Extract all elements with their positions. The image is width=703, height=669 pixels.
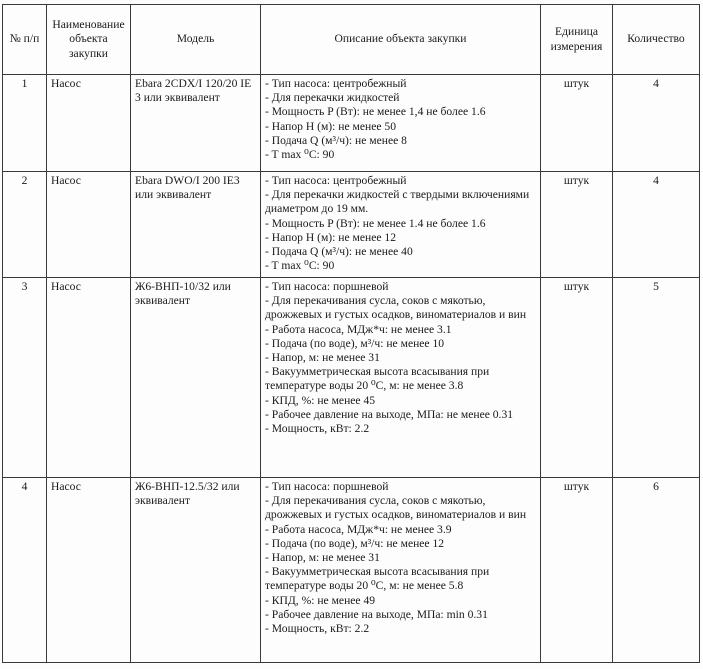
description-line: - Для перекачки жидкостей с твердыми включениями диаметром до 19 мм. xyxy=(265,188,533,216)
row-description xyxy=(261,478,541,663)
description-line: - Вакуумметрическая высота всасывания при температуре воды 20 ⁰C, м: не менее 5.8 xyxy=(265,565,493,593)
row-name: Насос xyxy=(47,172,131,278)
row-model: Ebara 2CDX/I 120/20 IE 3 или эквивалент xyxy=(131,75,261,172)
header-name: Наименование объекта закупки xyxy=(47,5,131,75)
row-unit: штук xyxy=(541,75,613,172)
row-model: Ebara DWO/I 200 IE3 или эквивалент xyxy=(131,172,261,278)
row-unit: штук xyxy=(541,172,613,278)
row-description xyxy=(261,75,541,172)
row-quantity: 5 xyxy=(613,278,700,478)
description-line: - Подача Q (м³/ч): не менее 40 xyxy=(265,245,413,259)
row-name: Насос xyxy=(47,75,131,172)
description-line: - T max ⁰C: 90 xyxy=(265,148,335,162)
row-description xyxy=(261,278,541,478)
table-row xyxy=(3,278,700,478)
description-line: - Подача Q (м³/ч): не менее 8 xyxy=(265,133,407,147)
row-name: Насос xyxy=(47,478,131,663)
description-line: - Напор H (м): не менее 50 xyxy=(265,119,396,133)
description-line: - Тип насоса: поршневой xyxy=(265,480,389,493)
table-row xyxy=(3,172,700,278)
description-line: - Для перекачки жидкостей xyxy=(265,91,400,105)
row-description xyxy=(261,172,541,278)
row-name: Насос xyxy=(47,278,131,478)
row-num: 1 xyxy=(3,75,47,172)
table-row xyxy=(3,75,700,172)
description-line: - Подача (по воде), м³/ч: не менее 12 xyxy=(265,536,445,550)
row-quantity: 6 xyxy=(613,478,700,663)
row-quantity: 4 xyxy=(613,172,700,278)
description-line: - Напор, м: не менее 31 xyxy=(265,351,380,365)
description-line: - Для перекачивания сусла, соков с мякотью, дрожжевых и густых осадков, виноматериалов и вин xyxy=(265,494,527,522)
row-unit: штук xyxy=(541,278,613,478)
table-row xyxy=(3,478,700,663)
description-line: - Для перекачивания сусла, соков с мякотью, дрожжевых и густых осадков, виноматериалов и вин xyxy=(265,294,527,322)
table-header-row xyxy=(3,5,700,75)
description-line: - Подача (по воде), м³/ч: не менее 10 xyxy=(265,336,445,350)
description-line: - Напор, м: не менее 31 xyxy=(265,551,380,565)
description-line: - КПД, %: не менее 49 xyxy=(265,593,376,607)
row-num: 2 xyxy=(3,172,47,278)
procurement-table xyxy=(2,4,700,663)
row-num: 4 xyxy=(3,478,47,663)
description-line: - Вакуумметрическая высота всасывания при температуре воды 20 ⁰C, м: не менее 3.8 xyxy=(265,365,493,393)
description-line: - Тип насоса: поршневой xyxy=(265,280,389,293)
description-line: - Мощность P (Вт): не менее 1,4 не более 1.6 xyxy=(265,105,486,119)
description-line: - Работа насоса, МДж*ч: не менее 3.9 xyxy=(265,522,452,536)
description-line: - T max ⁰C: 90 xyxy=(265,259,335,273)
header-description: Описание объекта закупки xyxy=(261,5,541,75)
description-line: - Тип насоса: центробежный xyxy=(265,77,407,90)
description-line: - Рабочее давление на выходе, МПа: не менее 0.31 xyxy=(265,407,514,421)
description-line: - Мощность P (Вт): не менее 1.4 не более 1.6 xyxy=(265,216,486,230)
description-line: - Тип насоса: центробежный xyxy=(265,174,407,187)
description-line: - КПД, %: не менее 45 xyxy=(265,393,376,407)
description-line: - Напор H (м): не менее 12 xyxy=(265,230,396,244)
description-line: - Работа насоса, МДж*ч: не менее 3.1 xyxy=(265,322,452,336)
description-line: - Мощность, кВт: 2.2 xyxy=(265,422,370,436)
description-line: - Рабочее давление на выходе, МПа: min 0.31 xyxy=(265,607,488,621)
row-num: 3 xyxy=(3,278,47,478)
description-line: - Мощность, кВт: 2.2 xyxy=(265,622,370,636)
header-num: № п/п xyxy=(3,5,47,75)
header-quantity: Количество xyxy=(613,5,700,75)
row-model: Ж6-ВНП-12.5/32 или эквивалент xyxy=(131,478,261,663)
row-model: Ж6-ВНП-10/32 или эквивалент xyxy=(131,278,261,478)
row-quantity: 4 xyxy=(613,75,700,172)
header-model: Модель xyxy=(131,5,261,75)
header-unit: Единица измерения xyxy=(541,5,613,75)
row-unit: штук xyxy=(541,478,613,663)
